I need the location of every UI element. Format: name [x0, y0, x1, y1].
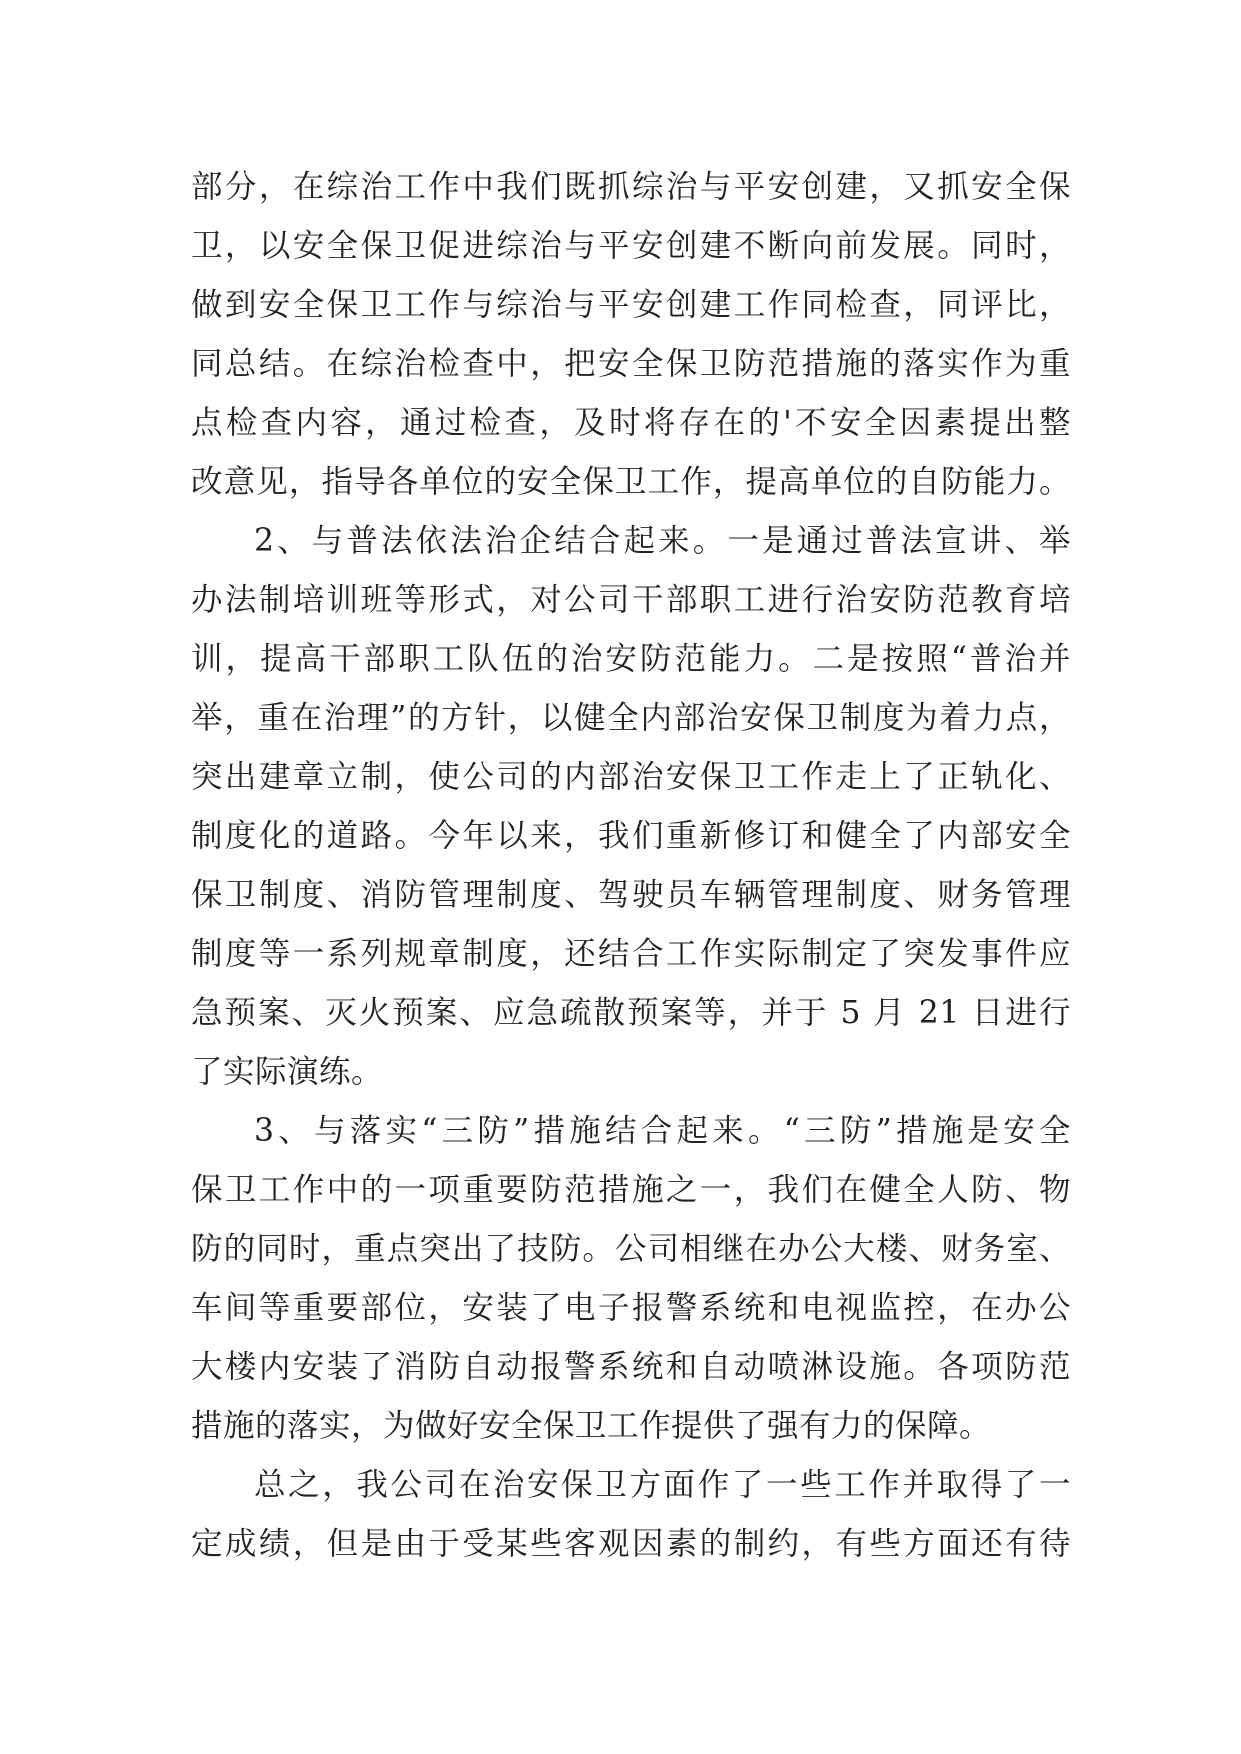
text-line: 了实际演练。 — [191, 1054, 384, 1090]
text-line: 总之，我公司在治安保卫方面作了一些工作并取得了一 — [254, 1467, 1071, 1503]
text-line: 3、与落实“三防”措施结合起来。“三防”措施是安全 — [254, 1113, 1071, 1149]
text-line: 举，重在治理”的方针，以健全内部治安保卫制度为着力点， — [191, 700, 1071, 736]
text-line: 急预案、灭火预案、应急疏散预案等，并于 5 月 21 日进行 — [191, 995, 1071, 1031]
text-line: 大楼内安装了消防自动报警系统和自动喷淋设施。各项防范 — [191, 1349, 1071, 1385]
text-line: 制度等一系列规章制度，还结合工作实际制定了突发事件应 — [191, 936, 1071, 972]
text-line: 保卫制度、消防管理制度、驾驶员车辆管理制度、财务管理 — [191, 877, 1071, 913]
text-line: 训，提高干部职工队伍的治安防范能力。二是按照“普治并 — [191, 641, 1071, 677]
text-line: 制度化的道路。今年以来，我们重新修订和健全了内部安全 — [191, 818, 1071, 854]
text-line: 卫，以安全保卫促进综治与平安创建不断向前发展。同时， — [191, 228, 1071, 264]
text-line: 点检查内容，通过检查，及时将存在的'不安全因素提出整 — [191, 405, 1071, 441]
text-line: 做到安全保卫工作与综治与平安创建工作同检查，同评比， — [191, 287, 1071, 323]
text-line: 车间等重要部位，安装了电子报警系统和电视监控，在办公 — [191, 1290, 1071, 1326]
text-line: 办法制培训班等形式，对公司干部职工进行治安防范教育培 — [191, 582, 1071, 618]
text-line: 定成绩，但是由于受某些客观因素的制约，有些方面还有待 — [191, 1526, 1071, 1562]
text-line: 改意见，指导各单位的安全保卫工作，提高单位的自防能力。 — [191, 464, 1071, 500]
body-text — [191, 158, 1071, 1574]
text-line: 措施的落实，为做好安全保卫工作提供了强有力的保障。 — [191, 1408, 992, 1444]
text-line: 防的同时，重点突出了技防。公司相继在办公大楼、财务室、 — [191, 1231, 1071, 1267]
text-line: 部分，在综治工作中我们既抓综治与平安创建，又抓安全保 — [191, 169, 1071, 205]
text-line: 同总结。在综治检查中，把安全保卫防范措施的落实作为重 — [191, 346, 1071, 382]
text-line: 保卫工作中的一项重要防范措施之一，我们在健全人防、物 — [191, 1172, 1071, 1208]
text-line: 2、与普法依法治企结合起来。一是通过普法宣讲、举 — [254, 523, 1071, 559]
text-line: 突出建章立制，使公司的内部治安保卫工作走上了正轨化、 — [191, 759, 1071, 795]
